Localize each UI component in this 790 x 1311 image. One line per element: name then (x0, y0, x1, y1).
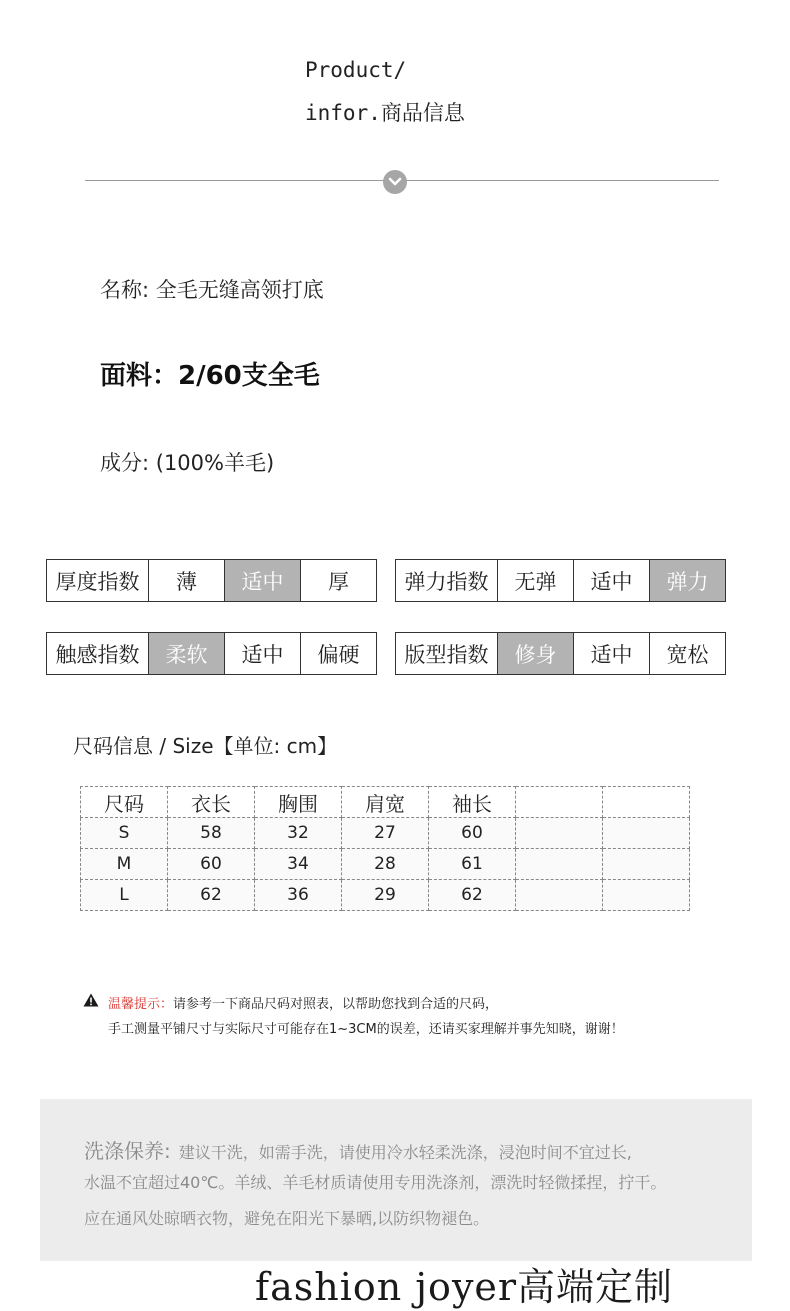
index-option: 厚 (328, 569, 349, 594)
tips-label: 温馨提示： (108, 997, 174, 1012)
chevron-down-icon (383, 170, 407, 194)
index-option: 适中 (574, 560, 650, 601)
product-composition: 成分: (100%羊毛) (100, 451, 275, 475)
wash-line2: 水温不宜超过40℃。羊绒、羊毛材质请使用专用洗涤剂，漂洗时轻微揉捏，拧干。 (84, 1173, 667, 1192)
elasticity-index-table (395, 559, 726, 602)
tips-line1 (108, 993, 498, 1012)
index-option: 薄 (149, 560, 225, 601)
fit-index-table (395, 632, 726, 675)
size-table (80, 786, 690, 911)
table-cell: 60 (429, 818, 516, 849)
size-col-header (516, 787, 603, 818)
index-label: 版型指数 (396, 633, 498, 674)
wash-line1 (84, 1135, 632, 1164)
table-cell (603, 849, 690, 880)
index-option: 适中 (574, 633, 650, 674)
table-cell (516, 849, 603, 880)
size-col-header: 衣长 (168, 787, 255, 818)
index-option-selected: 适中 (225, 560, 301, 601)
size-col-header: 袖长 (429, 787, 516, 818)
table-cell: M (81, 849, 168, 880)
wash-line3: 应在通风处晾晒衣物，避免在阳光下暴晒,以防织物褪色。 (84, 1209, 490, 1228)
table-cell: 61 (429, 849, 516, 880)
header-title-line1: Product/ (305, 58, 407, 82)
table-cell: 28 (342, 849, 429, 880)
table-cell: 58 (168, 818, 255, 849)
index-option: 偏硬 (317, 642, 360, 667)
table-cell (603, 818, 690, 849)
table-cell (516, 818, 603, 849)
table-cell (516, 880, 603, 911)
touch-index-table (46, 632, 377, 675)
table-cell: S (81, 818, 168, 849)
size-table-header-row (81, 787, 690, 818)
wash-title: 洗涤保养: (84, 1139, 171, 1163)
size-col-header: 尺码 (81, 787, 168, 818)
index-label: 弹力指数 (396, 560, 498, 601)
size-col-header: 胸围 (255, 787, 342, 818)
index-label: 触感指数 (47, 633, 149, 674)
table-cell: 29 (342, 880, 429, 911)
warning-icon (83, 993, 99, 1007)
index-option-selected: 柔软 (149, 633, 225, 674)
table-cell: 60 (168, 849, 255, 880)
thickness-index-table (46, 559, 377, 602)
table-cell: 34 (255, 849, 342, 880)
table-cell: 32 (255, 818, 342, 849)
table-row (81, 849, 690, 880)
table-cell: 36 (255, 880, 342, 911)
table-cell (603, 880, 690, 911)
index-option-selected: 修身 (498, 633, 574, 674)
index-option-selected: 弹力 (650, 560, 725, 601)
table-cell: 62 (429, 880, 516, 911)
product-name: 名称: 全毛无缝高领打底 (100, 278, 324, 302)
size-col-header: 肩宽 (342, 787, 429, 818)
product-fabric: 面料：2/60支全毛 (100, 361, 320, 391)
index-option: 宽松 (666, 642, 709, 667)
index-label: 厚度指数 (47, 560, 149, 601)
wash-text: 建议干洗，如需手洗，请使用冷水轻柔洗涤，浸泡时间不宜过长, (178, 1143, 632, 1162)
table-cell: 62 (168, 880, 255, 911)
index-option: 适中 (225, 633, 301, 674)
size-col-header (603, 787, 690, 818)
table-row (81, 818, 690, 849)
header-title-line2: infor.商品信息 (305, 101, 465, 125)
index-option: 无弹 (498, 560, 574, 601)
size-section-title: 尺码信息 / Size【单位: cm】 (73, 734, 338, 758)
table-cell: L (81, 880, 168, 911)
table-cell: 27 (342, 818, 429, 849)
tips-line2: 手工测量平铺尺寸与实际尺寸可能存在1~3CM的误差，还请买家理解并事先知晓，谢谢！ (108, 1022, 624, 1037)
brand-footer: fashion joyer高端定制 (255, 1265, 674, 1309)
tips-text: 请参考一下商品尺码对照表，以帮助您找到合适的尺码， (173, 997, 499, 1012)
table-row (81, 880, 690, 911)
